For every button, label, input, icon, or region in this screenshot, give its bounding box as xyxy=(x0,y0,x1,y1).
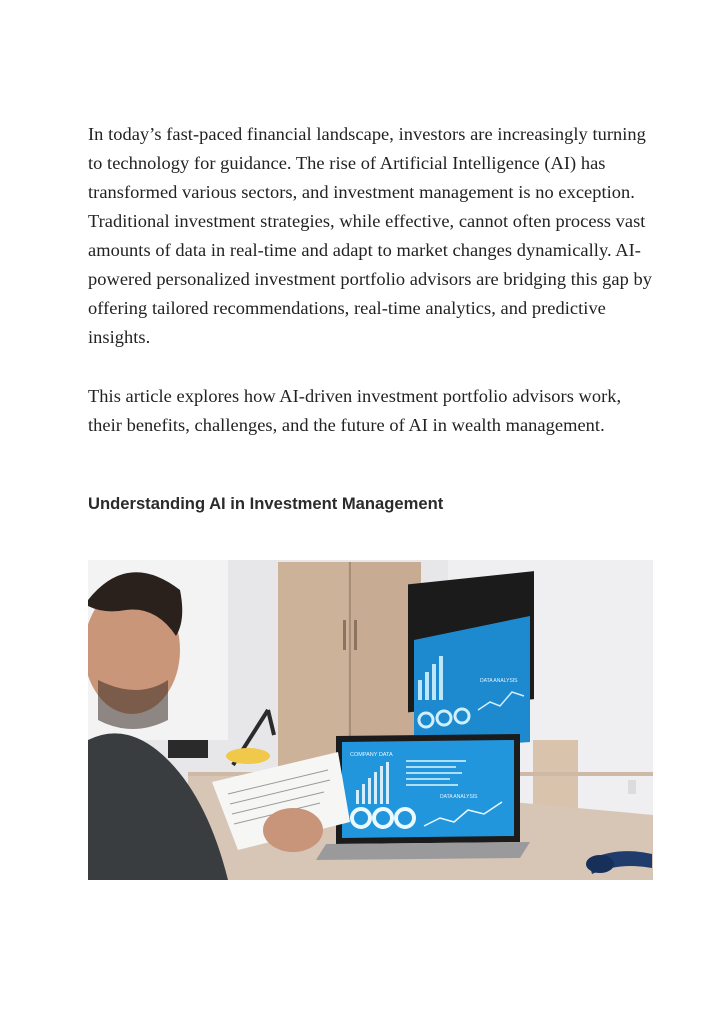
monitor-screen-subtitle: DATA ANALYSIS xyxy=(480,678,518,684)
laptop-screen-title: COMPANY DATA xyxy=(350,752,393,758)
office-analytics-illustration xyxy=(88,560,653,880)
laptop-screen-subtitle: DATA ANALYSIS xyxy=(440,794,478,800)
article-photo xyxy=(88,560,653,880)
document-page xyxy=(88,120,653,800)
intro-paragraph: In today’s fast-paced financial landscape, investors are increasingly turning to technology for guidance. The rise of Artificial Intelligence (AI) has transformed various sectors, and investment management is no exception. Traditional investment strategies, while effective, cannot often process vast amounts of data in real-time and adapt to market changes dynamically. AI-powered personalized investment portfolio advisors are bridging this gap by offering tailored recommendations, real-time analytics, and predictive insights. xyxy=(88,124,653,347)
article-scope-paragraph: This article explores how AI-driven investment portfolio advisors work, their benefits, challenges, and the future of AI in wealth management. xyxy=(88,386,622,435)
section-heading: Understanding AI in Investment Management xyxy=(88,494,444,513)
